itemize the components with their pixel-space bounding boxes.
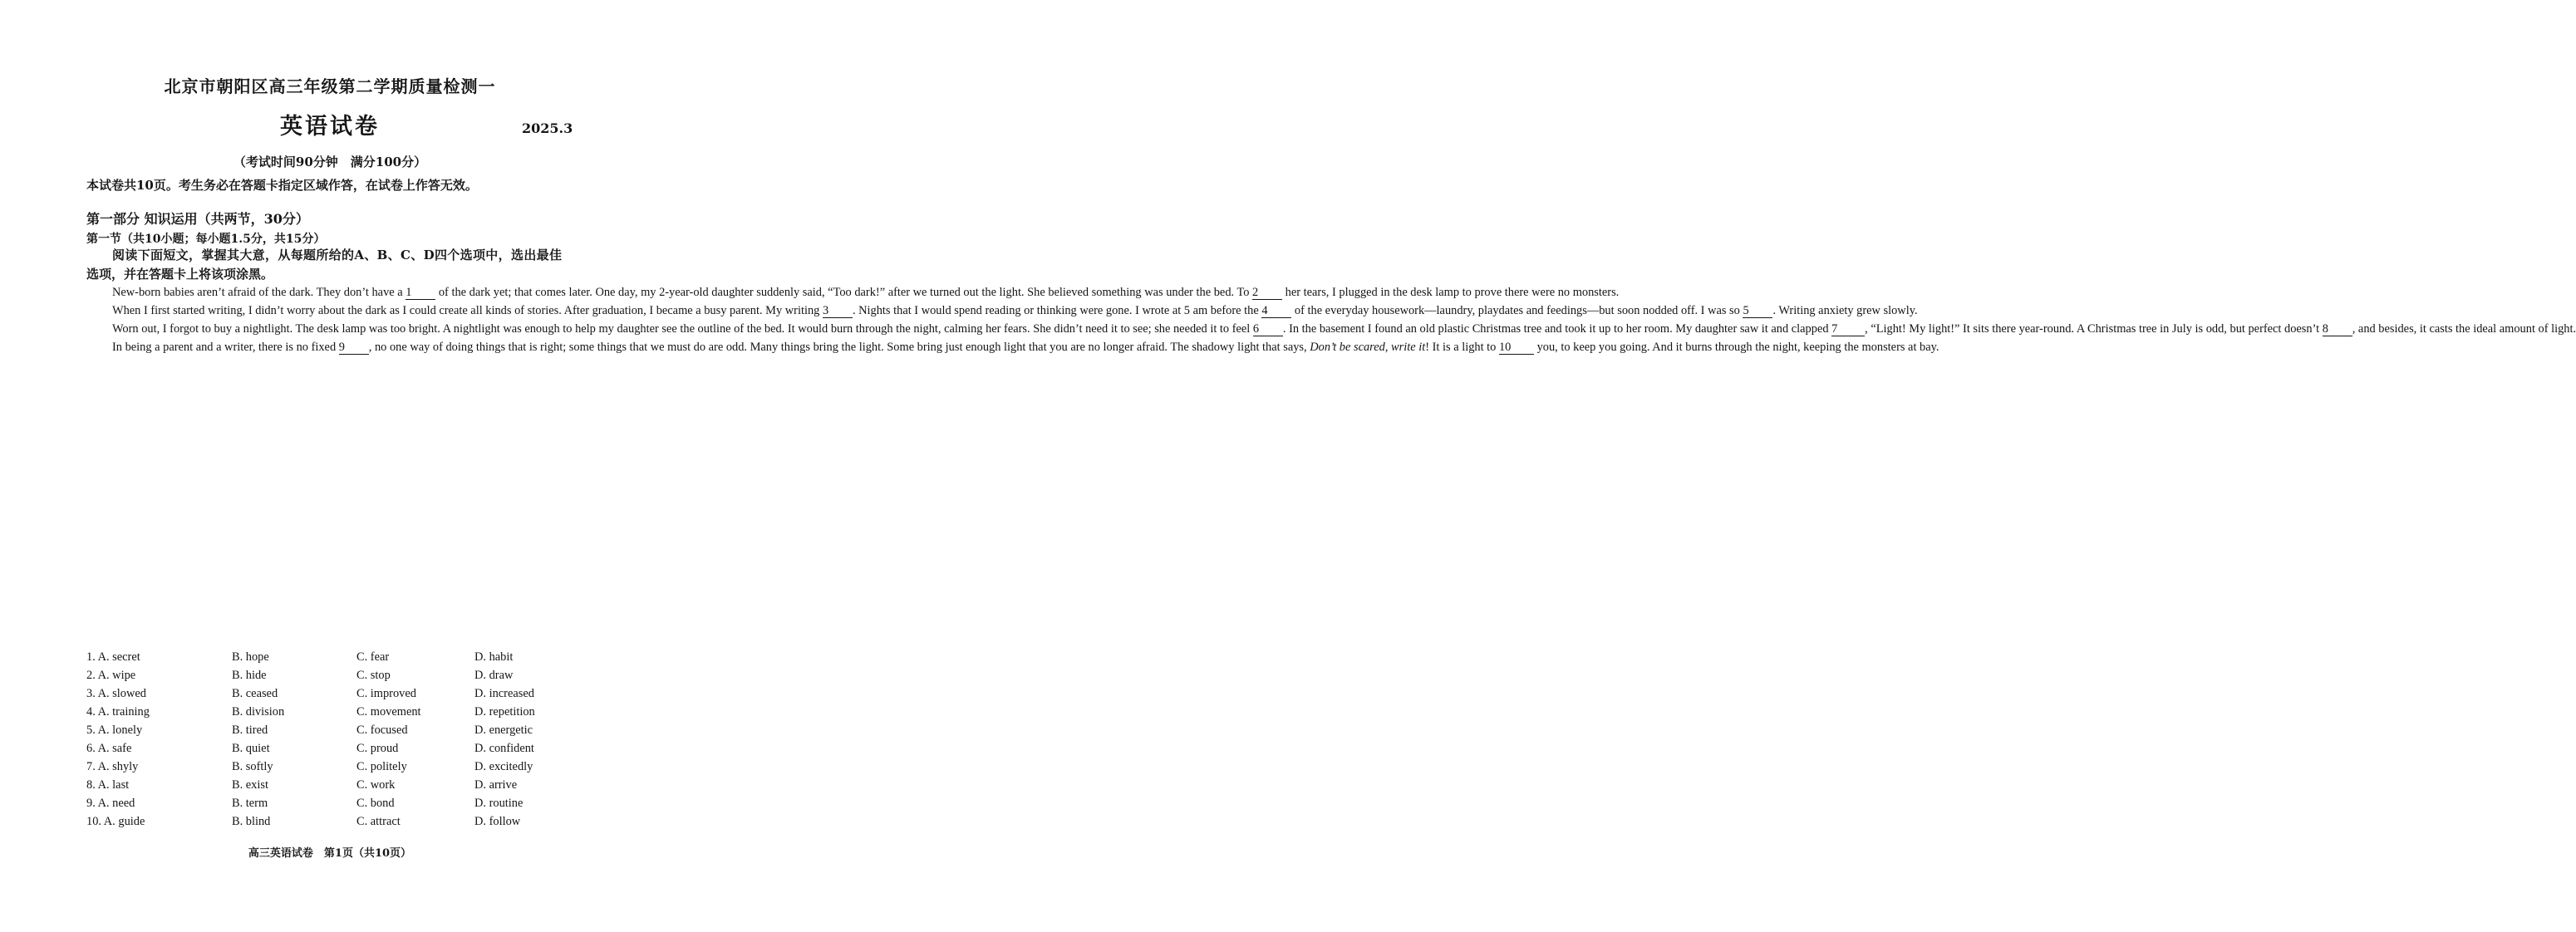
exam-main-title: 北京市朝阳区高三年级第二学期质量检测一 (164, 76, 496, 96)
blank-10: 10 (1499, 341, 1534, 355)
passage-paragraph-3: Worn out, I forgot to buy a nightlight. The desk lamp was too bright. A nightlight was enough to help my daughter see the outline of the bed. It would burn through the night, calming her fears. She didn’t need it to see; she needed it to feel 6 . In the basement I found an old plastic Christmas tree and took it up to her room. My daughter saw it and clapped 7 , “Light! My light!” It sits there year-round. A Christmas tree in July is odd, but perfect doesn’t 8 , and besides, it casts the ideal amount of light. (112, 322, 2576, 336)
blank-9: 9 (339, 341, 369, 355)
passage-paragraph-1: New-born babies aren’t afraid of the dark. They don’t have a 1 of the dark yet; that comes later. One day, my 2-year-old daughter suddenly said, “Too dark!” after we turned out the light. She believed something was under the bed. To 2 her tears, I plugged in the desk lamp to prove there were no monsters. (112, 286, 1620, 299)
italic-quote-2: write it (1391, 341, 1426, 354)
blank-6: 6 (1253, 323, 1283, 336)
question-8-options: 8. A. last B. exist C. work D. arrive (86, 778, 518, 792)
blank-2: 2 (1252, 287, 1282, 300)
blank-1: 1 (406, 287, 435, 300)
question-1-options: 1. A. secret B. hope C. fear D. habit (86, 650, 514, 664)
section-instructions: 阅读下面短文，掌握其大意，从每题所给的A、B、C、D四个选项中，选出最佳选项，并在答题卡上将该项涂黑。 (86, 248, 562, 282)
question-4-options: 4. A. training B. division C. movement D. repetition (86, 705, 535, 719)
exam-notice: 本试卷共10页。考生务必在答题卡指定区域作答，在试卷上作答无效。 (86, 178, 478, 193)
blank-8: 8 (2323, 323, 2352, 336)
question-3-options: 3. A. slowed B. ceased C. improved D. increased (86, 687, 534, 700)
blank-4: 4 (1261, 305, 1291, 318)
question-2-options: 2. A. wipe B. hide C. stop D. draw (86, 669, 514, 682)
page-footer: 高三英语试卷 第1页（共10页） (248, 847, 412, 860)
part-one-title: 第一部分 知识运用（共两节，30分） (86, 211, 309, 227)
exam-date: 2025.3 (522, 120, 573, 136)
blank-3: 3 (823, 305, 853, 318)
question-6-options: 6. A. safe B. quiet C. proud D. confident (86, 742, 534, 755)
question-10-options: 10. A. guide B. blind C. attract D. follow (86, 815, 521, 828)
cloze-passage (86, 283, 2576, 356)
question-9-options: 9. A. need B. term C. bond D. routine (86, 797, 524, 810)
subject-title: 英语试卷 (280, 114, 380, 140)
question-5-options: 5. A. lonely B. tired C. focused D. energetic (86, 724, 533, 737)
passage-paragraph-2: When I first started writing, I didn’t worry about the dark as I could create all kinds of stories. After graduation, I became a busy parent. My writing 3 . Nights that I would spend reading or thinking were gone. I wrote at 5 am before the 4 of the everyday housework—laundry, playdates and feedings—but soon nodded off. I was so 5 . Writing anxiety grew slowly. (112, 304, 1918, 317)
passage-paragraph-4: In being a parent and a writer, there is no fixed 9 , no one way of doing things that is right; some things that we must do are odd. Many things bring the light. Some bring just enough light that you are no longer afraid. The shadowy light that says, Don’t be scared, write it! It is a light to 10 you, to keep you going. And it burns through the night, keeping the monsters at bay. (112, 341, 1939, 354)
section-one-title: 第一节（共10小题；每小题1.5分，共15分） (86, 233, 326, 246)
blank-5: 5 (1743, 305, 1772, 318)
italic-quote-1: Don’t be scared (1310, 341, 1385, 354)
question-7-options: 7. A. shyly B. softly C. politely D. excitedly (86, 760, 533, 773)
exam-time-score: （考试时间90分钟 满分100分） (233, 155, 427, 169)
blank-7: 7 (1831, 323, 1865, 336)
